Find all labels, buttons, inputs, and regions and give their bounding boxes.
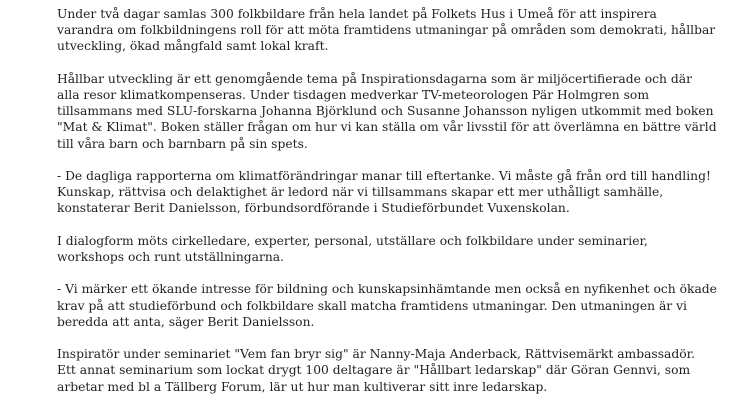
article-body xyxy=(57,6,717,395)
paragraph-seminars: Inspiratör under seminariet "Vem fan bryr sig" är Nanny-Maja Anderback, Rättvisemärkt ambassadör. Ett annat seminarium som lockat drygt 100 deltagare är "Hållbart ledarskap" där Göran Gennvi, som arbetar med bl a Tällberg Forum, lär ut hur man kultiverar sitt inre ledarskap. xyxy=(57,347,696,394)
paragraph-sustainability: Hållbar utveckling är ett genomgående tema på Inspirationsdagarna som är miljöcertifierade och där alla resor klimatkompenseras. Under tisdagen medverkar TV-meteorologen Pär Holmgren som tillsammans med SLU-forskarna Johanna Björklund och Susanne Johansson nyligen utkommit med boken "Mat & Klimat". Boken ställer frågan om hur vi kan ställa om vår livsstil för att överlämna en bättre värld till våra barn och barnbarn på sin spets. xyxy=(57,71,717,151)
paragraph-quote-climate: - De dagliga rapporterna om klimatförändringar manar till eftertanke. Vi måste gå från ord till handling! Kunskap, rättvisa och delaktighet är ledord när vi tillsammans skapar ett mer uthålligt samhälle, konstaterar Berit Danielsson, förbundsordförande i Studieförbundet Vuxenskolan. xyxy=(57,169,711,216)
paragraph-quote-interest: - Vi märker ett ökande intresse för bildning och kunskapsinhämtande men också en nyfikenhet och ökade krav på att studieförbund och folkbildare skall matcha framtidens utmaningar. Den utmaningen är vi beredda att anta, säger Berit Danielsson. xyxy=(57,282,717,329)
paragraph-intro: Under två dagar samlas 300 folkbildare från hela landet på Folkets Hus i Umeå för att inspirera varandra om folkbildningens roll för att möta framtidens utmaningar på områden som demokrati, hållbar utveckling, ökad mångfald samt lokal kraft. xyxy=(57,7,716,54)
paragraph-dialogue: I dialogform möts cirkelledare, experter, personal, utställare och folkbildare under seminarier, workshops och runt utställningarna. xyxy=(57,233,648,264)
